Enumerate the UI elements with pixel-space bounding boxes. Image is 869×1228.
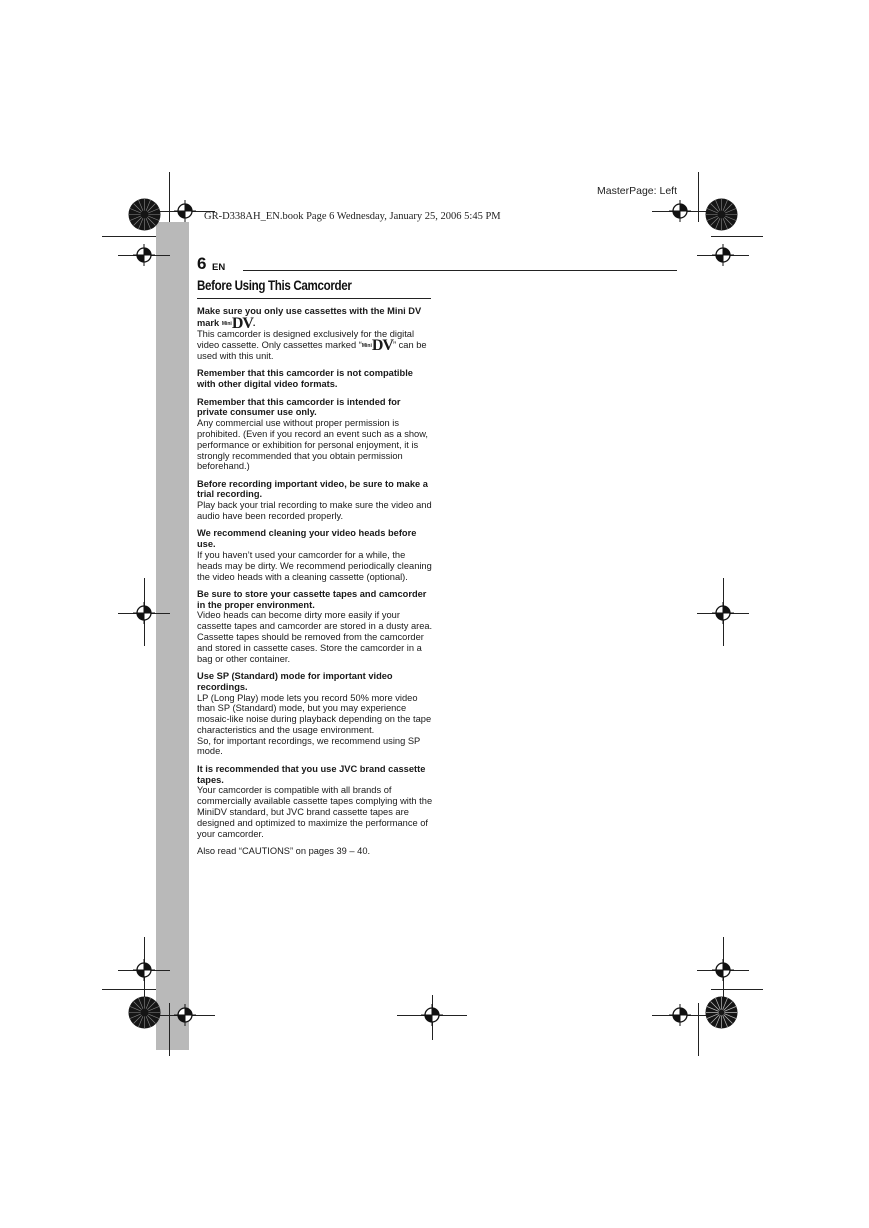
mini-dv-logo-small: Mini <box>221 320 232 327</box>
section-compatibility <box>197 368 433 390</box>
master-page-label: MasterPage: Left <box>597 185 677 197</box>
registration-target-icon <box>133 244 155 266</box>
registration-target-icon <box>174 1004 196 1026</box>
crop-mark-line <box>698 1003 699 1056</box>
crop-mark-line <box>169 172 170 222</box>
section-jvc-tapes <box>197 764 433 840</box>
body-text: ” can be used with this unit. <box>197 340 427 362</box>
section-cleaning-heads <box>197 528 433 582</box>
content-column <box>197 306 433 863</box>
section-private-use <box>197 397 433 473</box>
registration-target-icon <box>669 1004 691 1026</box>
registration-target-icon <box>712 244 734 266</box>
section-body: Any commercial use without proper permission is prohibited. (Even if you record an event such as a show, performance or exhibition for personal enjoyment, it is strongly recommended that you obtain permission beforehand.) <box>197 418 429 472</box>
mini-dv-logo-icon <box>221 314 253 332</box>
section-sp-mode <box>197 671 433 757</box>
section-body: LP (Long Play) mode lets you record 50% more video than SP (Standard) mode, but you may experience mosaic-like noise during playback depending on the tape characteristics and the usage environment. <box>197 692 432 735</box>
starburst-mark-icon <box>704 995 739 1030</box>
crop-mark-line <box>711 989 763 990</box>
mini-dv-logo-text: DV <box>231 314 253 332</box>
registration-target-icon <box>421 1004 443 1026</box>
section-storage <box>197 589 433 665</box>
section-body: Play back your trial recording to make sure the video and audio have been recorded properly. <box>197 500 432 522</box>
cautions-reference: Also read “CAUTIONS” on pages 39 – 40. <box>197 845 371 856</box>
registration-target-icon <box>712 602 734 624</box>
book-file-info: GR-D338AH_EN.book Page 6 Wednesday, January 25, 2006 5:45 PM <box>204 211 501 222</box>
section-heading: We recommend cleaning your video heads before use. <box>197 528 417 550</box>
header-rule <box>243 270 677 271</box>
starburst-mark-icon <box>127 995 162 1030</box>
section-cautions-ref <box>197 846 433 857</box>
mini-dv-logo-small: Mini <box>361 343 372 350</box>
section-heading: Remember that this camcorder is intended for private consumer use only. <box>197 396 401 418</box>
section-body: If you haven’t used your camcorder for a while, the heads may be dirty. We recommend periodically cleaning the video heads with a cleaning cassette (optional). <box>197 549 432 582</box>
registration-target-icon <box>133 959 155 981</box>
starburst-mark-icon <box>127 197 162 232</box>
crop-mark-line <box>169 1003 170 1056</box>
heading-text: . <box>252 317 256 328</box>
section-body: Video heads can become dirty more easily if your cassette tapes and camcorder are stored in a dusty area. Cassette tapes should be removed from the camcorder and stored in cassette cases. Store the camcorder in a bag or other container. <box>197 610 433 664</box>
title-rule <box>197 298 431 299</box>
registration-target-icon <box>174 200 196 222</box>
crop-mark-line <box>102 236 156 237</box>
body-text: This camcorder is designed exclusively for the digital video cassette. Only cassettes marked “ <box>197 328 415 351</box>
section-heading <box>197 306 433 332</box>
crop-mark-line <box>102 989 156 990</box>
section-heading: Use SP (Standard) mode for important video recordings. <box>197 670 393 692</box>
mini-dv-logo-icon <box>361 337 393 355</box>
page-title: Before Using This Camcorder <box>197 278 352 293</box>
registration-target-icon <box>712 959 734 981</box>
page-number: 6 <box>197 254 207 273</box>
section-mini-dv <box>197 306 433 362</box>
section-heading: Be sure to store your cassette tapes and camcorder in the proper environment. <box>197 588 427 610</box>
registration-target-icon <box>133 602 155 624</box>
page-language: EN <box>212 262 226 273</box>
page-edge-tab <box>156 222 189 1050</box>
section-trial-recording <box>197 479 433 522</box>
starburst-mark-icon <box>704 197 739 232</box>
section-heading: Before recording important video, be sure to make a trial recording. <box>197 478 428 500</box>
crop-mark-line <box>711 236 763 237</box>
registration-target-icon <box>669 200 691 222</box>
heading-text: Make sure you only use cassettes with the Mini DV mark <box>197 306 422 328</box>
section-body <box>197 329 433 362</box>
section-heading: It is recommended that you use JVC brand cassette tapes. <box>197 763 426 785</box>
section-heading: Remember that this camcorder is not compatible with other digital video formats. <box>197 368 413 390</box>
section-body: So, for important recordings, we recommend using SP mode. <box>197 735 421 757</box>
crop-mark-line <box>698 172 699 222</box>
section-body: Your camcorder is compatible with all brands of commercially available cassette tapes complying with the MiniDV standard, but JVC brand cassette tapes are designed and optimized to maximize the performance of your camcorder. <box>197 785 433 839</box>
mini-dv-logo-text: DV <box>371 337 393 355</box>
